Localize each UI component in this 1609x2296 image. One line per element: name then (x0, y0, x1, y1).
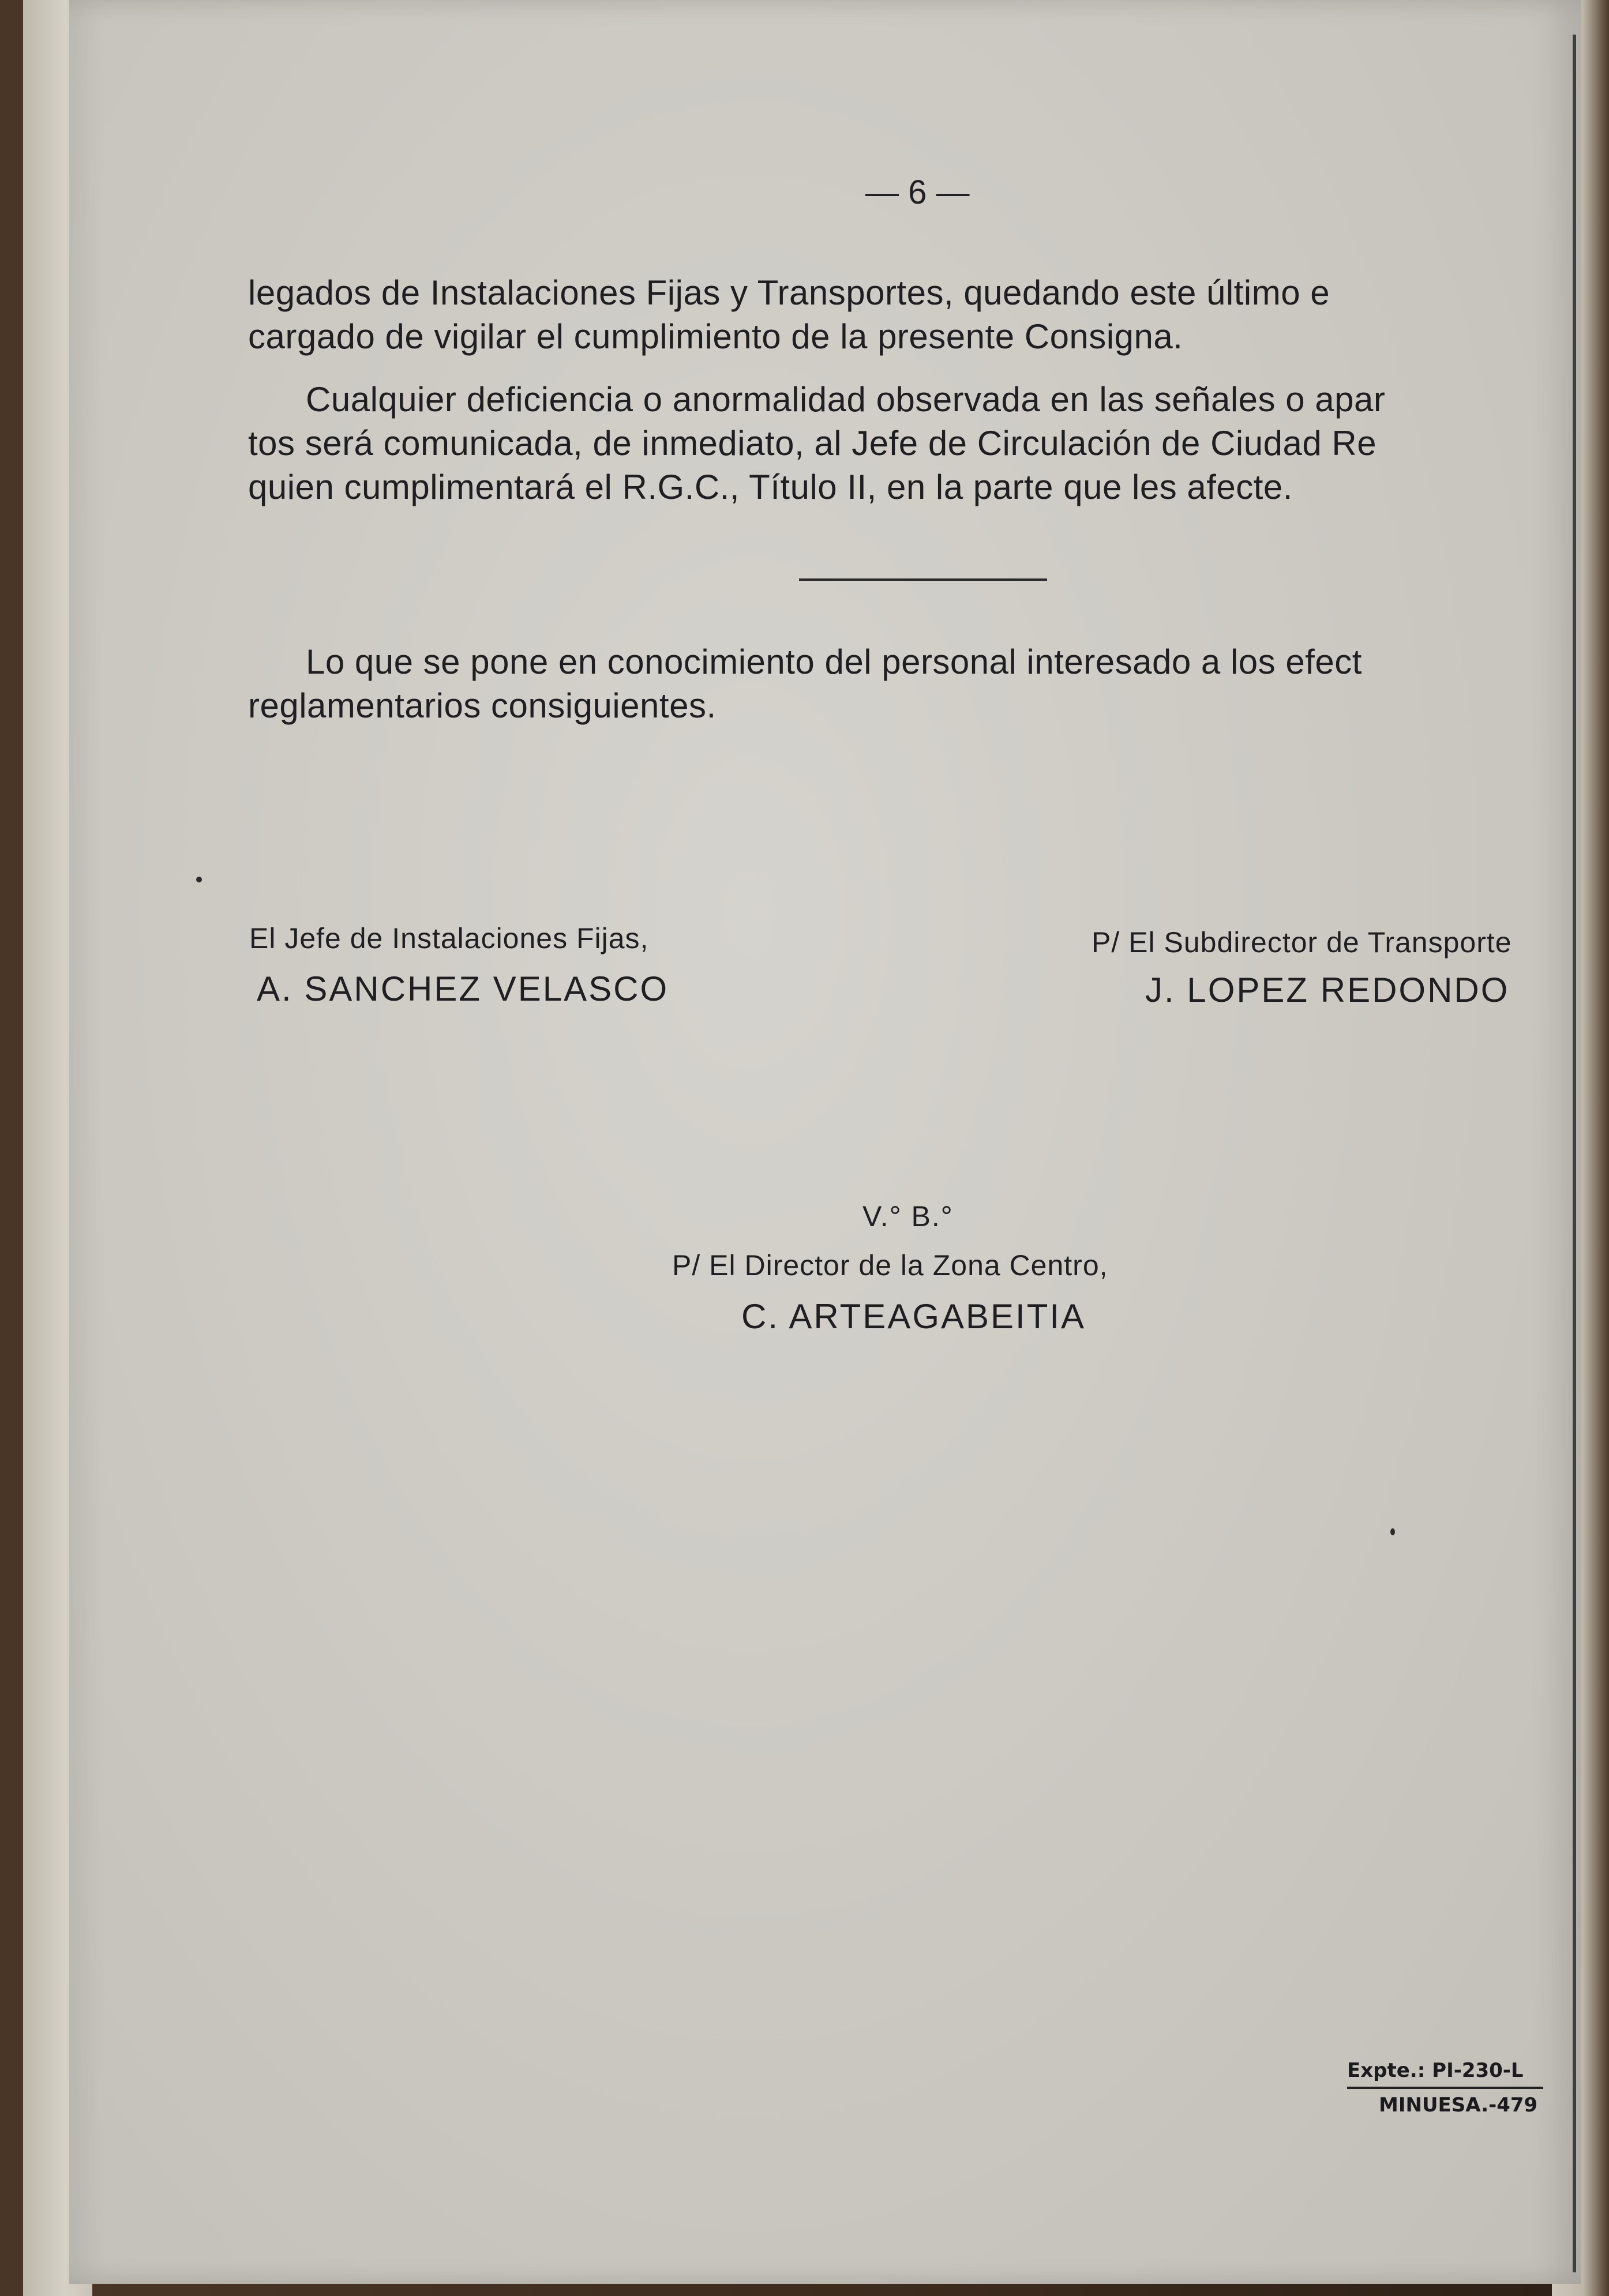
paragraph-1 (248, 271, 1330, 359)
left-signatory-name: A. SANCHEZ VELASCO (257, 969, 669, 1008)
footer-rule (1347, 2087, 1543, 2089)
file-reference: Expte.: PI-230-L (1347, 2059, 1524, 2082)
printer-reference: MINUESA.-479 (1379, 2094, 1538, 2117)
paragraph-3-line-1: Lo que se pone en conocimiento del personal interesado a los efect (306, 642, 1362, 681)
left-signatory-title: El Jefe de Instalaciones Fijas, (249, 922, 649, 955)
paragraph-1-line-1: legados de Instalaciones Fijas y Transportes, quedando este último e (248, 273, 1330, 312)
director-name: C. ARTEAGABEITIA (741, 1297, 1086, 1336)
paragraph-2-line-3: quien cumplimentará el R.G.C., Título II, en la parte que les afecte. (248, 468, 1293, 506)
page-number: — 6 — (865, 174, 970, 211)
paragraph-3 (248, 640, 1362, 728)
paragraph-3-line-2: reglamentarios consiguientes. (248, 686, 717, 725)
speck-mark (1390, 1528, 1395, 1535)
right-signatory-title: P/ El Subdirector de Transporte (1092, 926, 1512, 959)
section-divider (799, 578, 1047, 581)
director-title: P/ El Director de la Zona Centro, (672, 1249, 1108, 1282)
page-edge-shadow (1573, 35, 1576, 2272)
right-signatory-name: J. LOPEZ REDONDO (1145, 971, 1510, 1009)
approval-mark: V.° B.° (862, 1200, 954, 1232)
speck-mark (196, 877, 202, 882)
paragraph-2 (248, 378, 1385, 509)
paragraph-2-line-2: tos será comunicada, de inmediato, al Jefe de Circulación de Ciudad Re (248, 424, 1377, 463)
paragraph-1-line-2: cargado de vigilar el cumplimiento de la presente Consigna. (248, 317, 1183, 356)
paragraph-2-line-1: Cualquier deficiencia o anormalidad observada en las señales o apar (306, 380, 1386, 419)
